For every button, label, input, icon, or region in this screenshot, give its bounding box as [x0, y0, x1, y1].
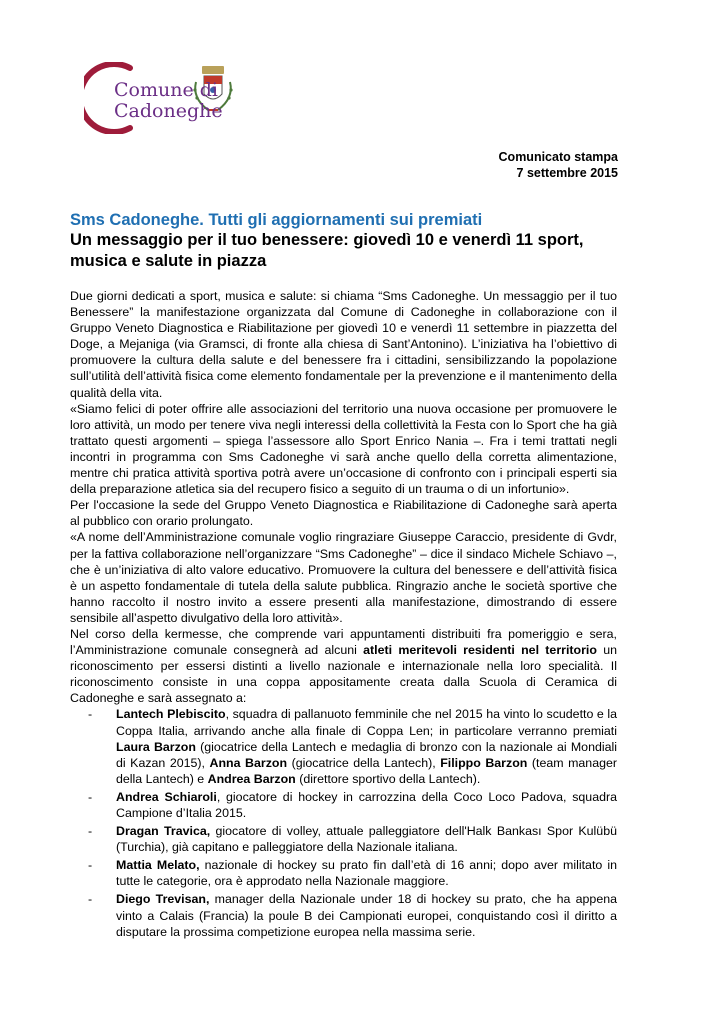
award-name: Filippo Barzon — [440, 755, 528, 770]
release-type: Comunicato stampa — [498, 150, 618, 164]
paragraph — [70, 626, 617, 706]
text-span: , giocatore di hockey in carrozzina della Coco Loco Padova, squadra Campione d’Italia 2015. — [116, 789, 617, 820]
paragraph: Due giorni dedicati a sport, musica e salute: si chiama “Sms Cadoneghe. Un messaggio per il tuo Benessere” la manifestazione organizzata dal Comune di Cadoneghe in collaborazione con il Gruppo Veneto Diagnostica e Riabilitazione per giovedì 10 e venerdì 11 settembre in piazzetta del Doge, a Mejaniga (via Gramsci, di fronte alla chiesa di Sant’Antonino). L’iniziativa ha l’obiettivo di promuovere la cultura della salute e del benessere fra i cittadini, sensibilizzando la popolazione sull’utilità dell’attività fisica come elemento fondamentale per la prevenzione e il mantenimento della qualità della vita. — [70, 289, 617, 400]
text-span: , squadra di pallanuoto femminile che nel 2015 ha vinto lo scudetto e la Coppa Italia, arrivando anche alla finale di Coppa Len; in particolare verranno premiati — [116, 707, 618, 738]
logo-text-comune: Comune di — [114, 79, 218, 101]
list-item — [116, 891, 617, 939]
article-body — [70, 288, 617, 940]
award-name: Andrea Barzon — [207, 771, 296, 786]
paragraph: «Siamo felici di poter offrire alle associazioni del territorio una nuova occasione per promuovere le loro attività, un modo per tenere viva negli interessi della collettività la Festa con lo Sport che ha già trattato questi argomenti – spiega l’assessore allo Sport Enrico Nania –. Fra i temi trattati negli incontri in programma con Sms Cadoneghe vi sarà anche quello della corretta alimentazione, mentre chi pratica attività sportiva potrà avere un’occasione di confronto con i principali esperti sia della preparazione atletica sia del recupero fisico a seguito di un trauma o di un infortunio». — [70, 401, 617, 497]
text-span: (direttore sportivo della Lantech). — [295, 771, 481, 786]
comune-logo — [84, 62, 244, 134]
list-item — [116, 789, 617, 821]
headline — [70, 210, 620, 272]
paragraph: «A nome dell’Amministrazione comunale voglio ringraziare Giuseppe Caraccio, presidente di Gvdr, per la fattiva collaborazione nell’organizzare “Sms Cadoneghe” – dice il sindaco Michele Schiavo –, che è un’iniziativa di alto valore educativo. Promuovere la cultura del benessere e dell’attività fisica è un aspetto fondamentale di tutela della salute pubblica. Ringrazio anche le società sportive che hanno raccolto il nostro invito a essere presenti alla manifestazione, dimostrando di essere sensibile all’aspetto divulgativo della loro attività». — [70, 530, 617, 625]
award-name: Laura Barzon — [116, 739, 196, 754]
text-span: manager della Nazionale under 18 di hockey su prato, che ha appena vinto a Calais (Francia) la poule B dei Campionati europei, conquistando così il diritto a disputare la prossima competizione europea nella massima serie. — [116, 892, 617, 939]
release-info — [499, 149, 618, 181]
award-name: Andrea Schiaroli — [116, 789, 217, 804]
award-name: Dragan Travica, — [116, 824, 211, 839]
award-name: Anna Barzon — [209, 755, 288, 770]
list-item — [116, 857, 617, 889]
headline-subtitle: Sms Cadoneghe. Tutti gli aggiornamenti sui premiati — [70, 211, 483, 229]
awards-list — [70, 706, 617, 939]
bold-text: atleti meritevoli residenti nel territorio — [363, 643, 597, 658]
award-name: Mattia Melato, — [116, 858, 200, 873]
logo-text-cadoneghe: Cadoneghe — [114, 100, 223, 122]
list-item — [116, 706, 617, 786]
text-span: (giocatrice della Lantech e medaglia di bronzo con la nazionale ai Mondiali di Kazan 2015), — [116, 739, 617, 770]
release-date: 7 settembre 2015 — [516, 166, 618, 180]
headline-title: Un messaggio per il tuo benessere: giovedì 10 e venerdì 11 sport, musica e salute in piazza — [70, 231, 584, 270]
text-span: (team manager della Lantech) e — [116, 755, 617, 786]
paragraph: Per l'occasione la sede del Gruppo Veneto Diagnostica e Riabilitazione di Cadoneghe sarà aperta al pubblico con orario prolungato. — [70, 498, 617, 529]
text-span: giocatore di volley, attuale palleggiatore dell'Halk Bankası Spor Kulübü (Turchia), già capitano e palleggiatore della Nazionale italiana. — [116, 824, 617, 855]
award-name: Diego Trevisan, — [116, 892, 210, 907]
list-item — [116, 823, 617, 855]
text-span: un riconoscimento per essersi distinti a livello nazionale e internazionale nella loro specialità. Il riconoscimento consiste in una coppa appositamente creata dalla Scuola di Ceramica di Cadoneghe e sarà assegnato a: — [70, 643, 618, 706]
text-span: (giocatrice della Lantech), — [287, 755, 441, 770]
text-span: Nel corso della kermesse, che comprende vari appuntamenti distribuiti fra pomeriggio e sera, l’Amministrazione comunale consegnerà ad alcuni — [70, 626, 617, 658]
award-name: Lantech Plebiscito — [116, 707, 226, 722]
text-span: nazionale di hockey su prato fin dall’età di 16 anni; dopo aver militato in tutte le categorie, ora è approdato nella Nazionale maggiore. — [116, 858, 617, 889]
